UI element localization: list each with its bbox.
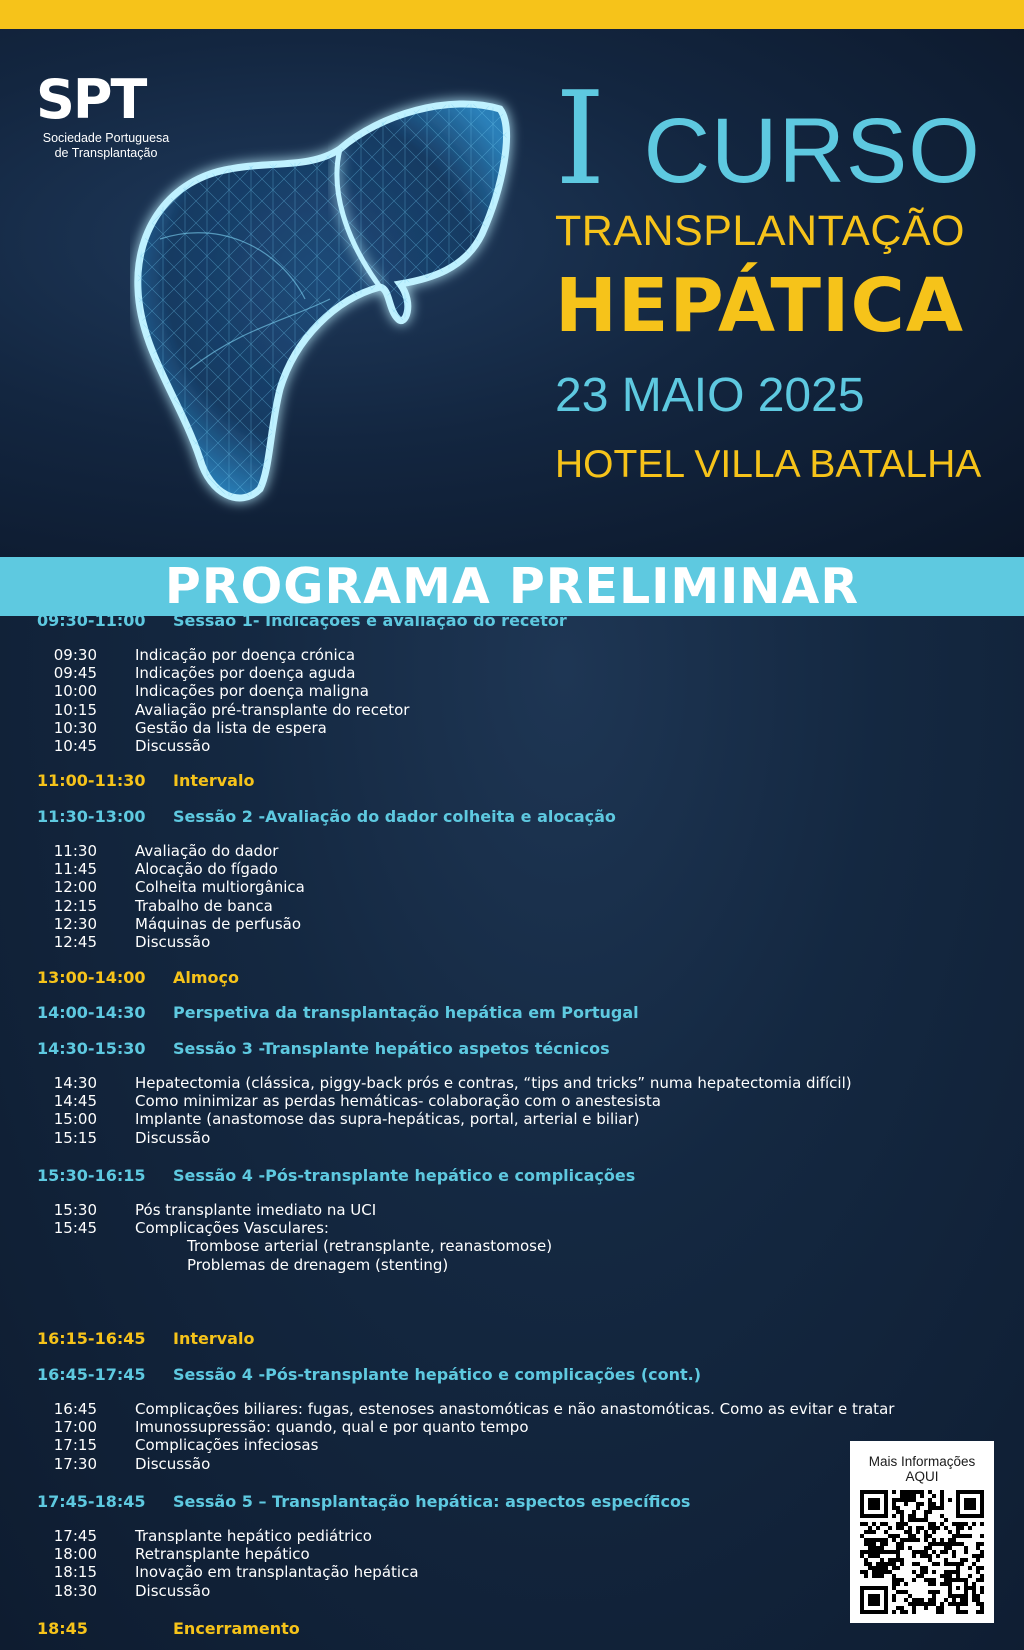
item-time: 17:45 — [53, 1527, 97, 1545]
program-heading: PROGRAMA PRELIMINAR — [164, 558, 860, 615]
item-label: Pós transplante imediato na UCI — [135, 1201, 377, 1219]
title-row — [555, 65, 995, 214]
program-item — [0, 1219, 552, 1237]
program-item — [0, 860, 305, 878]
item-label: Como minimizar as perdas hemáticas- colaboração com o anestesista — [135, 1092, 661, 1111]
program-item — [0, 1092, 852, 1110]
qr-info-box[interactable] — [850, 1441, 994, 1623]
spt-logo — [36, 68, 186, 161]
item-time: 09:45 — [53, 664, 97, 683]
program-item — [0, 1201, 552, 1219]
session-time: 18:45 — [37, 1619, 88, 1638]
session-row — [37, 807, 616, 827]
session-row — [37, 968, 239, 988]
session-time: 13:00-14:00 — [37, 968, 146, 987]
program-item — [0, 1545, 419, 1563]
program-item — [0, 878, 305, 896]
qr-caption-line-1: Mais Informações — [868, 1454, 976, 1469]
program-item — [0, 1237, 552, 1255]
qr-caption — [850, 1454, 994, 1484]
event-date: 23 MAIO 2025 — [555, 369, 865, 422]
item-time: 10:00 — [53, 682, 97, 701]
item-time: 18:00 — [53, 1545, 97, 1564]
program-item — [0, 1110, 852, 1128]
program-item — [0, 646, 409, 664]
session-title: Sessão 3 -Transplante hepático aspetos técnicos — [173, 1039, 610, 1058]
program-item — [0, 1455, 894, 1473]
session-title: Sessão 1- Indicações e avaliação do recetor — [173, 611, 567, 630]
course-word: CURSO — [643, 100, 981, 202]
item-time: 10:45 — [53, 737, 97, 756]
item-time: 11:45 — [53, 860, 97, 879]
session-items — [0, 1527, 419, 1600]
session-row — [37, 611, 567, 631]
program-banner — [0, 557, 1024, 616]
event-venue: HOTEL VILLA BATALHA — [555, 443, 982, 486]
item-label: Gestão da lista de espera — [135, 718, 327, 737]
session-time: 11:30-13:00 — [37, 807, 146, 826]
title-line-2: TRANSPLANTAÇÃO — [555, 207, 965, 255]
item-label: Complicações Vasculares: — [135, 1219, 329, 1238]
item-label: Máquinas de perfusão — [135, 914, 302, 933]
program-item — [0, 1129, 852, 1147]
session-title: Perspetiva da transplantação hepática em Portugal — [173, 1003, 639, 1022]
logo-line-2: de Transplantação — [54, 146, 158, 160]
session-row — [37, 1492, 690, 1512]
session-time: 16:15-16:45 — [37, 1329, 146, 1348]
program-item — [0, 737, 409, 755]
session-items — [0, 842, 305, 951]
session-row — [37, 1329, 254, 1349]
item-time: 18:30 — [53, 1581, 97, 1600]
program-item — [0, 701, 409, 719]
item-label: Hepatectomia (clássica, piggy-back prós e contras, “tips and tricks” numa hepatectomia difícil) — [135, 1074, 852, 1092]
program-item — [0, 897, 305, 915]
item-time: 17:30 — [53, 1454, 97, 1473]
item-label: Inovação em transplantação hepática — [135, 1563, 419, 1582]
session-title: Sessão 4 -Pós-transplante hepático e complicações (cont.) — [173, 1365, 702, 1384]
title-block — [555, 65, 995, 487]
program-item — [0, 1256, 552, 1274]
program-item — [0, 1527, 419, 1545]
session-items — [0, 1400, 894, 1473]
program-item — [0, 933, 305, 951]
session-time: 15:30-16:15 — [37, 1166, 146, 1185]
item-time: 15:15 — [53, 1128, 97, 1147]
item-label: Complicações biliares: fugas, estenoses anastomóticas e não anastomóticas. Como as evitar e tratar — [135, 1400, 895, 1418]
item-label: Colheita multiorgânica — [135, 878, 305, 897]
session-time: 16:45-17:45 — [37, 1365, 146, 1384]
item-label: Complicações infeciosas — [135, 1436, 319, 1455]
item-time — [0, 1237, 135, 1255]
item-label: Trabalho de banca — [135, 896, 273, 915]
program-item — [0, 1436, 894, 1454]
session-time: 14:00-14:30 — [37, 1003, 146, 1022]
item-label: Indicação por doença crónica — [135, 646, 356, 664]
logo-caption — [36, 131, 176, 161]
item-time — [0, 1256, 135, 1274]
program-section — [0, 611, 1024, 1650]
item-time: 09:30 — [53, 646, 97, 664]
item-label: Alocação do fígado — [135, 860, 278, 879]
item-time: 11:30 — [53, 842, 97, 860]
program-item — [0, 842, 305, 860]
program-item — [0, 719, 409, 737]
session-time: 11:00-11:30 — [37, 771, 146, 790]
session-title: Intervalo — [173, 771, 255, 790]
item-label: Avaliação do dador — [135, 842, 279, 860]
item-time: 10:30 — [53, 718, 97, 737]
program-item — [0, 664, 409, 682]
session-row — [37, 1166, 635, 1186]
program-item — [0, 1400, 894, 1418]
item-label: Avaliação pré-transplante do recetor — [135, 700, 410, 719]
liver-illustration — [130, 69, 530, 523]
item-label: Discussão — [135, 737, 211, 756]
item-time: 17:15 — [53, 1436, 97, 1455]
session-time: 14:30-15:30 — [37, 1039, 146, 1058]
item-label: Indicações por doença maligna — [135, 682, 369, 701]
hero-section — [0, 29, 1024, 557]
program-item — [0, 1074, 852, 1092]
item-label: Discussão — [135, 1454, 211, 1473]
logo-mark: SPT — [36, 68, 146, 131]
item-label: Discussão — [135, 1581, 211, 1600]
session-row — [37, 1619, 300, 1639]
item-time: 12:30 — [53, 914, 97, 933]
program-item — [0, 682, 409, 700]
session-row — [37, 1365, 701, 1385]
qr-caption-line-2: AQUI — [905, 1469, 939, 1484]
program-item — [0, 1582, 419, 1600]
item-time: 10:15 — [53, 700, 97, 719]
item-label: Discussão — [135, 933, 211, 952]
qr-code-icon[interactable] — [860, 1490, 984, 1614]
item-time: 14:45 — [53, 1092, 97, 1111]
item-time: 14:30 — [53, 1074, 97, 1092]
item-time: 15:45 — [53, 1219, 97, 1238]
session-row — [37, 1039, 610, 1059]
session-row — [37, 771, 254, 791]
item-time: 12:45 — [53, 933, 97, 952]
item-label: Indicações por doença aguda — [135, 664, 356, 683]
session-title: Intervalo — [173, 1329, 255, 1348]
item-time: 15:00 — [53, 1110, 97, 1129]
course-number: I — [555, 65, 606, 214]
item-time: 15:30 — [53, 1201, 97, 1219]
session-items — [0, 1074, 852, 1147]
program-item — [0, 1418, 894, 1436]
session-title: Encerramento — [173, 1619, 300, 1638]
session-title: Sessão 5 – Transplantação hepática: aspectos específicos — [173, 1492, 691, 1511]
item-time: 18:15 — [53, 1563, 97, 1582]
program-item — [0, 1563, 419, 1581]
session-title: Sessão 2 -Avaliação do dador colheita e alocação — [173, 807, 616, 826]
session-title: Almoço — [173, 968, 240, 987]
session-items — [0, 646, 409, 755]
logo-line-1: Sociedade Portuguesa — [42, 131, 170, 145]
session-title: Sessão 4 -Pós-transplante hepático e complicações — [173, 1166, 636, 1185]
item-time: 16:45 — [53, 1400, 97, 1418]
session-row — [37, 1003, 639, 1023]
session-time: 09:30-11:00 — [37, 611, 146, 630]
top-yellow-bar — [0, 0, 1024, 29]
session-items — [0, 1201, 552, 1274]
item-time: 17:00 — [53, 1418, 97, 1437]
item-label: Retransplante hepático — [135, 1545, 310, 1564]
program-item — [0, 915, 305, 933]
title-line-3: HEPÁTICA — [555, 263, 965, 349]
item-label: Problemas de drenagem (stenting) — [187, 1255, 449, 1274]
item-time: 12:00 — [53, 878, 97, 897]
item-label: Transplante hepático pediátrico — [135, 1527, 372, 1545]
item-label: Trombose arterial (retransplante, reanastomose) — [187, 1237, 553, 1256]
item-label: Discussão — [135, 1128, 211, 1147]
session-time: 17:45-18:45 — [37, 1492, 146, 1511]
item-time: 12:15 — [53, 896, 97, 915]
item-label: Implante (anastomose das supra-hepáticas, portal, arterial e biliar) — [135, 1110, 640, 1129]
item-label: Imunossupressão: quando, qual e por quanto tempo — [135, 1418, 529, 1437]
